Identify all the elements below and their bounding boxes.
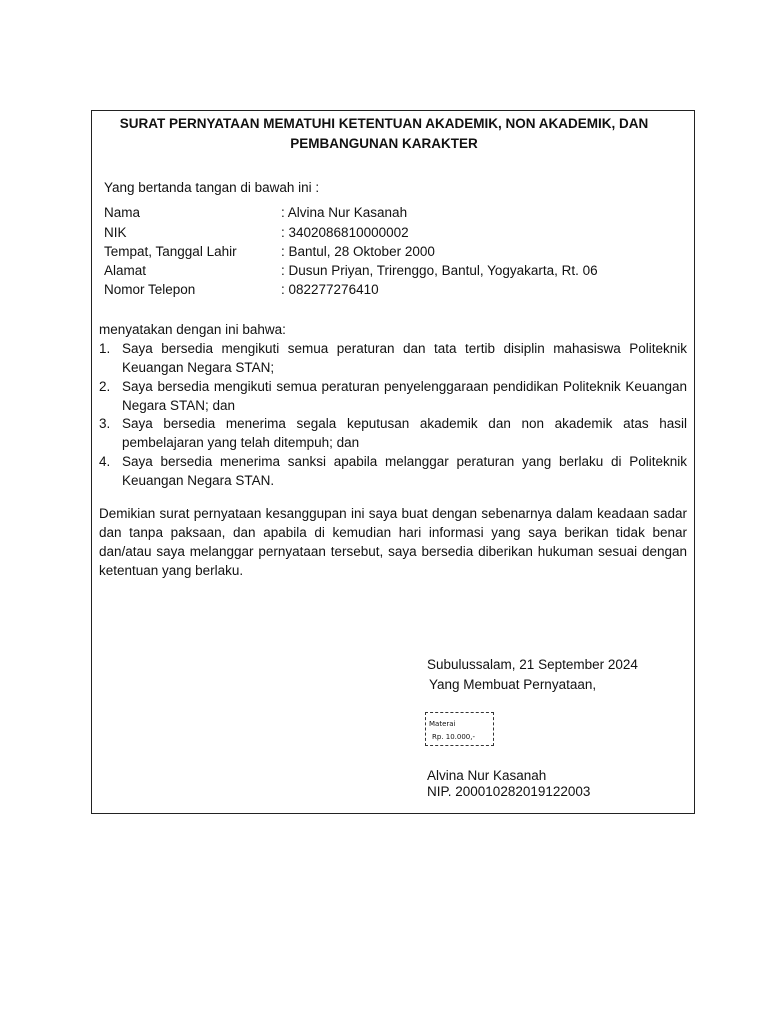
list-item-number: 3.	[99, 416, 111, 431]
list-item-number: 2.	[99, 379, 111, 394]
stamp-amount: Rp. 10.000,-	[432, 733, 476, 741]
field-value-ttl: : Bantul, 28 Oktober 2000	[281, 244, 435, 259]
closing-paragraph: Demikian surat pernyataan kesanggupan ini saya buat dengan sebenarnya dalam keadaan sadar dan tanpa paksaan, dan apabila di kemudian hari informasi yang saya berikan tidak benar dan/atau saya melanggar pernyataan tersebut, saya bersedia diberikan hukuman sesuai dengan ketentuan yang berlaku.	[99, 506, 687, 578]
field-label-telepon: Nomor Telepon	[104, 282, 196, 297]
stamp-box	[425, 712, 494, 746]
field-label-nama: Nama	[104, 205, 141, 220]
signer-role: Yang Membuat Pernyataan,	[429, 677, 597, 692]
field-value-alamat: : Dusun Priyan, Trirenggo, Bantul, Yogyakarta, Rt. 06	[281, 263, 598, 278]
field-value-nama: : Alvina Nur Kasanah	[281, 205, 408, 220]
list-item-text: Saya bersedia mengikuti semua peraturan dan tata tertib disiplin mahasiswa Politeknik Keuangan Negara STAN;	[122, 341, 687, 375]
document-title	[0, 114, 768, 154]
list-item-text: Saya bersedia menerima sanksi apabila melanggar peraturan yang berlaku di Politeknik Keuangan Negara STAN.	[122, 454, 687, 488]
field-label-alamat: Alamat	[104, 263, 147, 278]
field-label-nik: NIK	[104, 225, 127, 240]
list-item-number: 1.	[99, 341, 111, 356]
title-line-1: SURAT PERNYATAAN MEMATUHI KETENTUAN AKADEMIK, NON AKADEMIK, DAN	[119, 116, 649, 131]
intro-text: Yang bertanda tangan di bawah ini :	[104, 180, 320, 195]
field-label-ttl: Tempat, Tanggal Lahir	[104, 244, 237, 259]
field-value-telepon: : 082277276410	[281, 282, 379, 297]
list-item-text: Saya bersedia mengikuti semua peraturan penyelenggaraan pendidikan Politeknik Keuangan Negara STAN; dan	[122, 379, 687, 413]
list-item-number: 4.	[99, 454, 111, 469]
signer-name: Alvina Nur Kasanah	[427, 768, 547, 783]
field-value-nik: : 3402086810000002	[281, 225, 409, 240]
signer-nip: NIP. 200010282019122003	[427, 784, 591, 799]
stamp-label: Materai	[429, 720, 456, 728]
place-date: Subulussalam, 21 September 2024	[427, 657, 638, 672]
list-item-text: Saya bersedia menerima segala keputusan akademik dan non akademik atas hasil pembelajaran yang telah ditempuh; dan	[122, 416, 687, 450]
statement-intro: menyatakan dengan ini bahwa:	[99, 322, 286, 337]
title-line-2: PEMBANGUNAN KARAKTER	[290, 136, 478, 151]
